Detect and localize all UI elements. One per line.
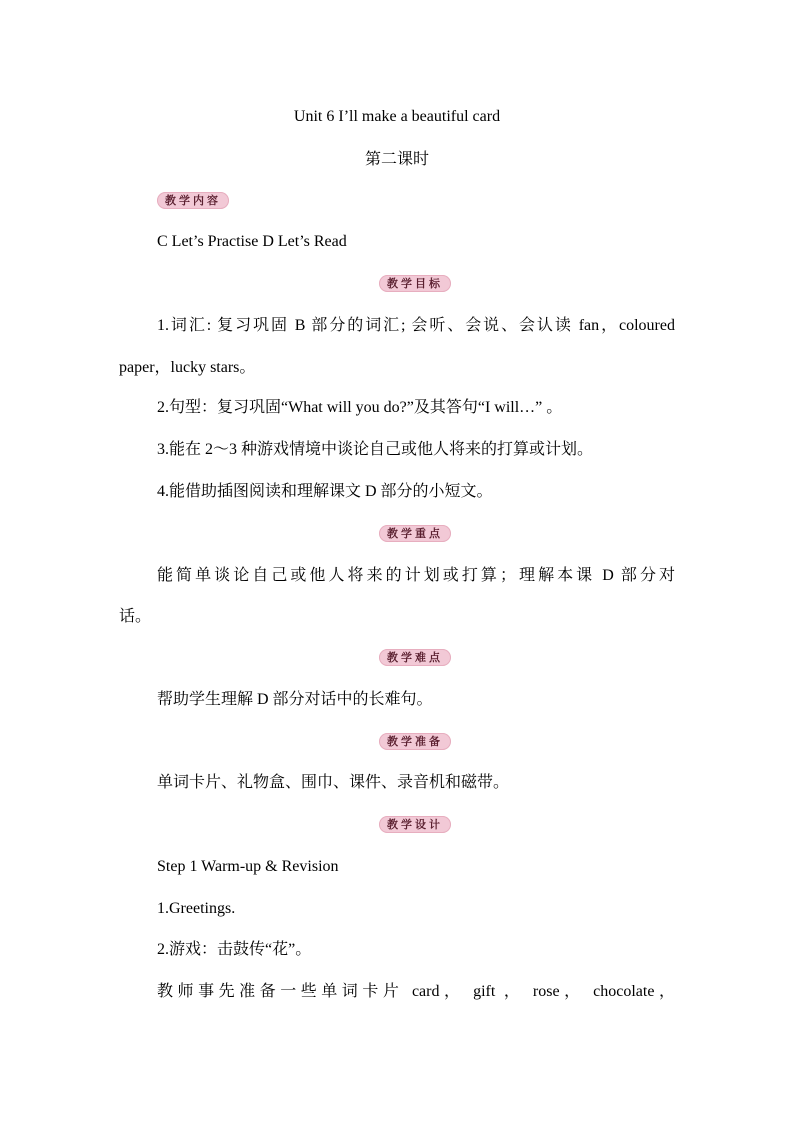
preparation-text: 单词卡片、礼物盒、围巾、课件、录音机和磁带。 [157,774,510,791]
design-item-2: 2.游戏：击鼓传“花”。 [157,941,312,958]
goal-item-1-line-1: 1.词汇: 复习巩固 B 部分的词汇; 会听、会说、会认读 fan，coloured [157,317,675,334]
content-text: C Let’s Practise D Let’s Read [157,233,347,250]
design-item-1: 1.Greetings. [157,900,236,917]
design-step-1: Step 1 Warm-up & Revision [157,858,339,875]
page-title: Unit 6 I’ll make a beautiful card [293,108,501,125]
goal-item-2: 2.句型：复习巩固“What will you do?”及其答句“I will…” 。 [157,399,563,416]
section-badge-key-points: 教学重点 [379,525,451,542]
goal-item-1-line-2: paper，lucky stars。 [119,359,256,376]
key-points-line-1: 能简单谈论自己或他人将来的计划或打算；理解本课 D 部分对 [157,567,675,584]
lesson-subtitle: 第二课时 [364,151,429,168]
section-badge-design: 教学设计 [379,816,451,833]
goal-item-4: 4.能借助插图阅读和理解课文 D 部分的小短文。 [157,483,493,500]
key-points-line-2: 话。 [119,608,152,625]
section-badge-preparation: 教学准备 [379,733,451,750]
section-badge-difficulties: 教学难点 [379,649,451,666]
goal-item-3: 3.能在 2～3 种游戏情境中谈论自己或他人将来的打算或计划。 [157,441,594,458]
difficulties-text: 帮助学生理解 D 部分对话中的长难句。 [157,691,433,708]
design-item-3-line-1: 教师事先准备一些单词卡片 card， gift ， rose， chocolate， [157,983,675,1000]
section-badge-goals: 教学目标 [379,275,451,292]
section-badge-content: 教学内容 [157,192,229,209]
